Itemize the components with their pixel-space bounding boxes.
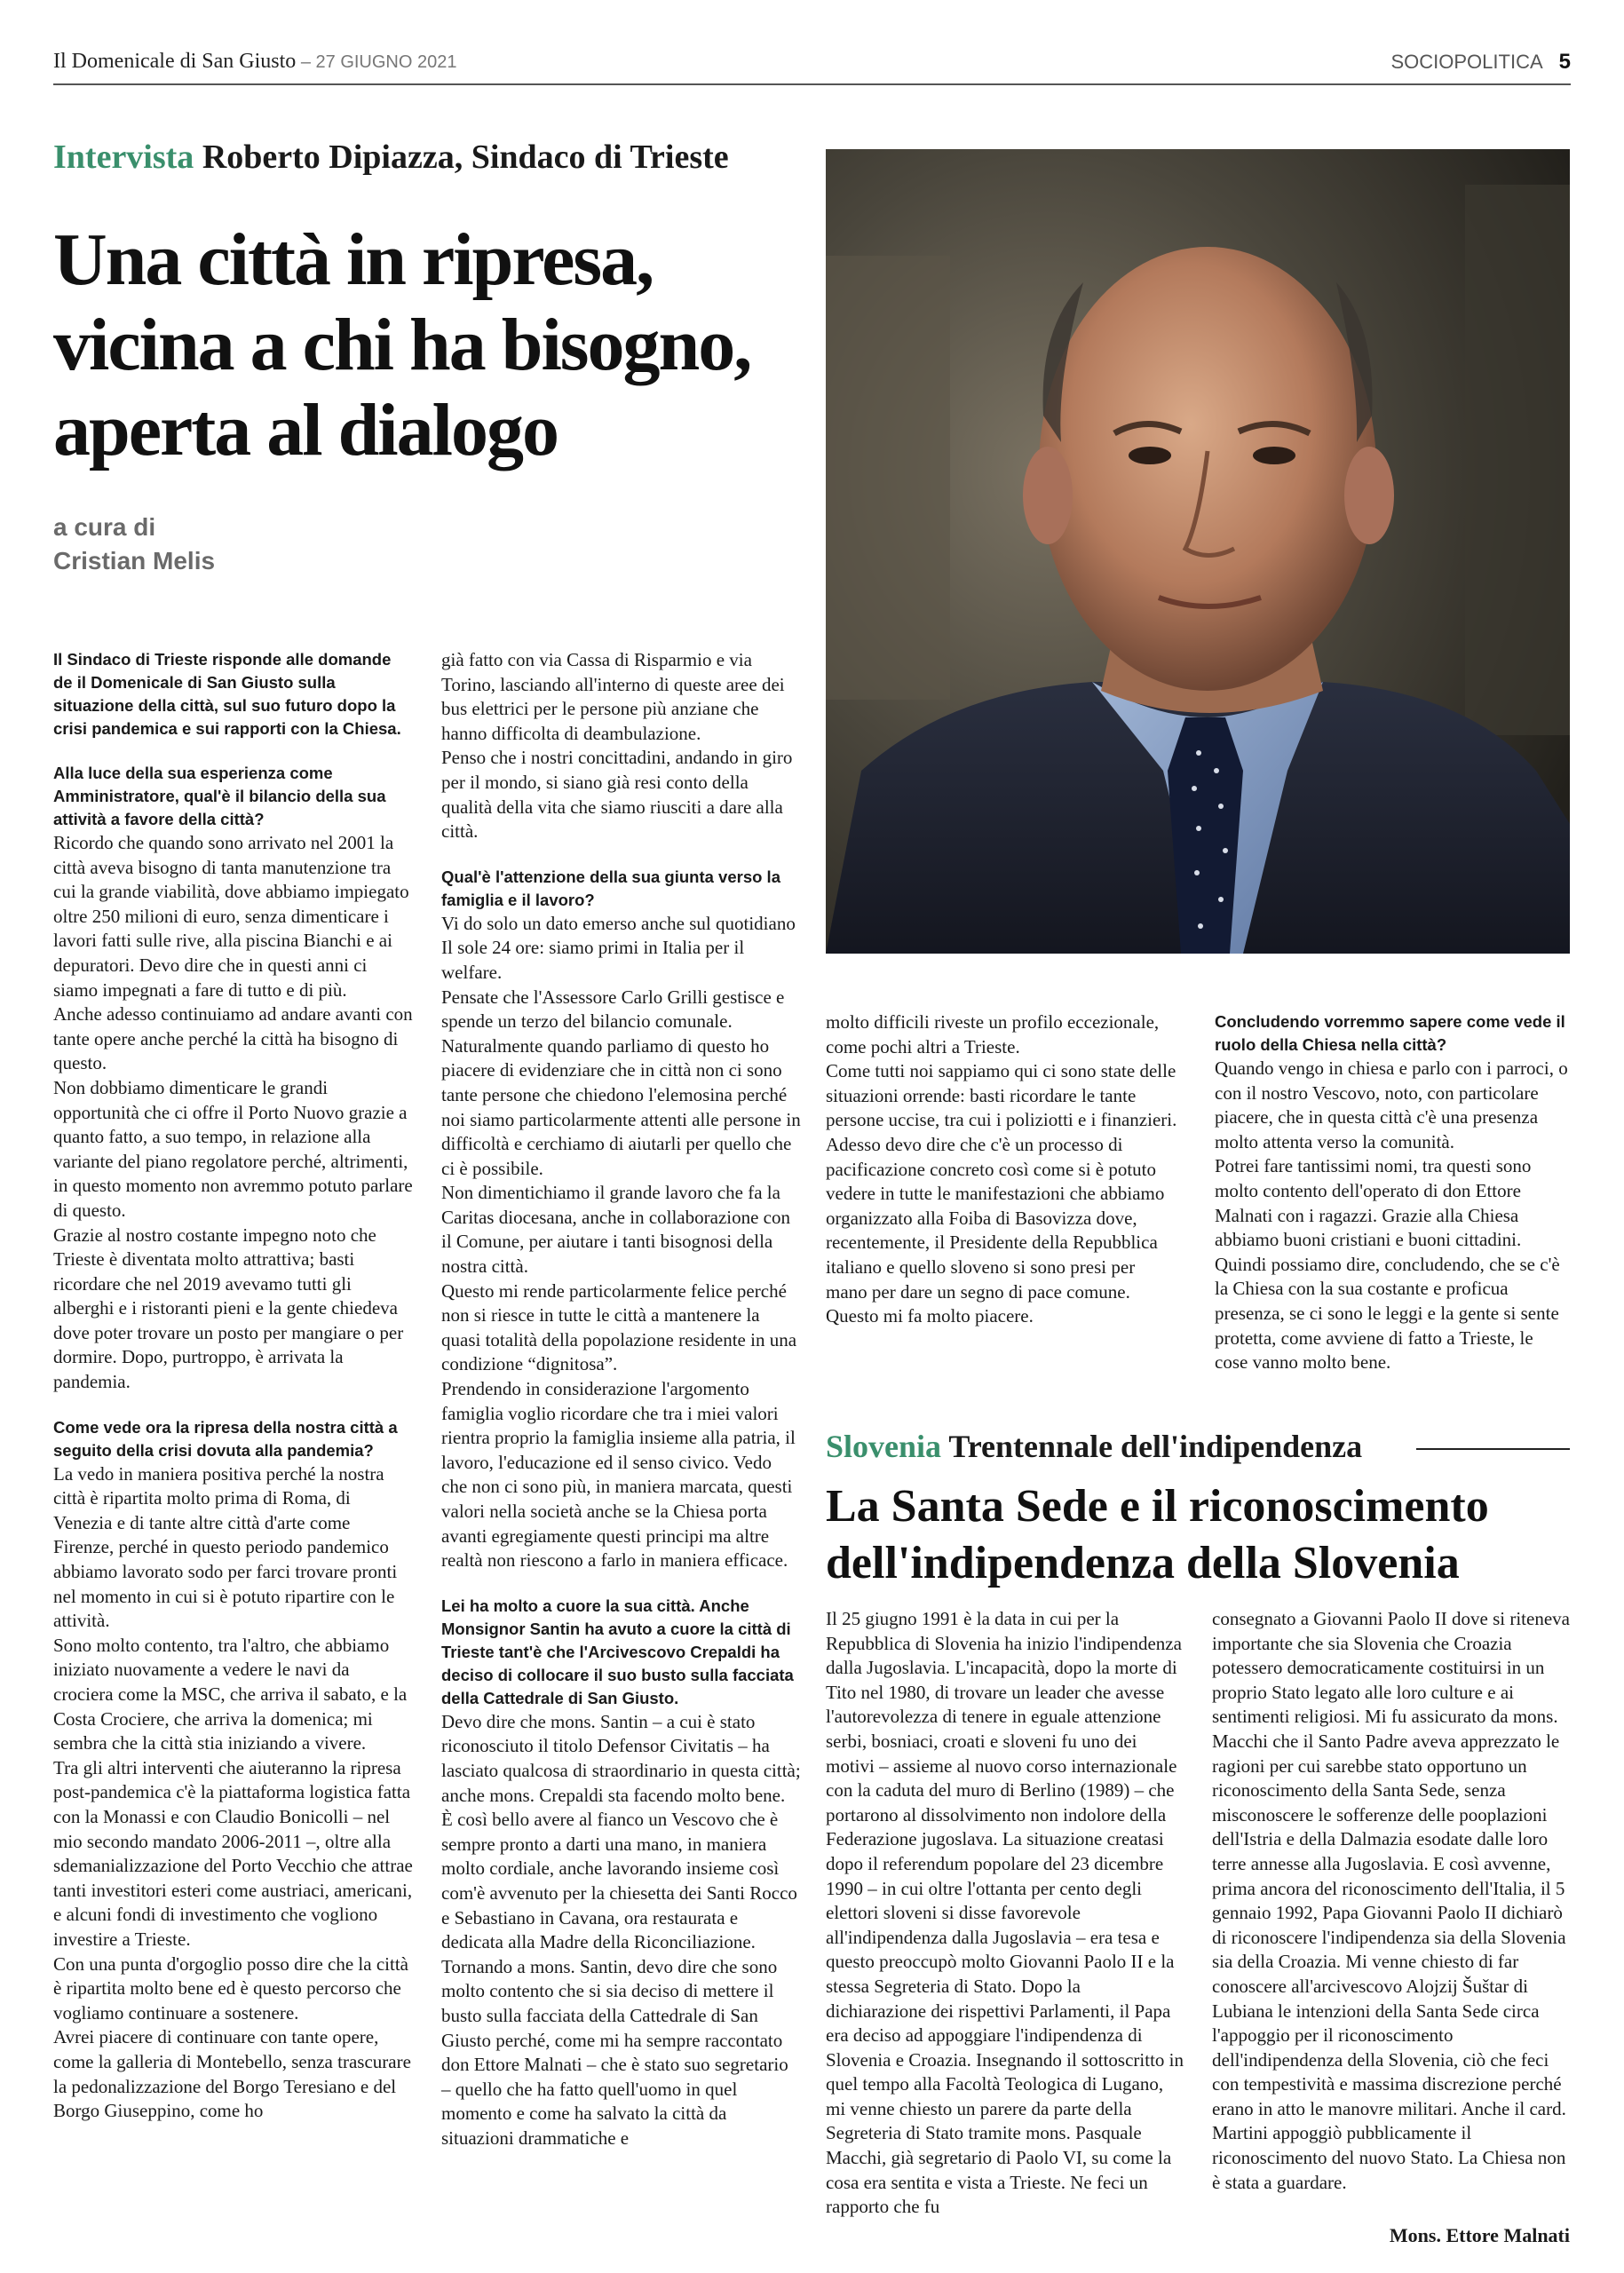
paragraph-gap [441, 1573, 801, 1595]
body-paragraph: Quando vengo in chiesa e parlo con i parroci, o con il nostro Vescovo, noto, con particolare piacere, che in questa città c'è una presenza molto attenta verso la comunità. [1215, 1057, 1568, 1152]
slovenia-kicker [826, 1428, 1362, 1465]
byline-prefix: a cura di [53, 513, 156, 541]
body-paragraph: Vi do solo un dato emerso anche sul quotidiano Il sole 24 ore: siamo primi in Italia per il welfare. [441, 912, 796, 983]
body-paragraph: Anche adesso continuiamo ad andare avanti con tante opere anche perché la città ha bisogno di questo. [53, 1003, 413, 1074]
author-signature: Mons. Ettore Malnati [1389, 2224, 1570, 2246]
body-paragraph: Avrei piacere di continuare con tante opere, come la galleria di Montebello, senza trascurare la pedonalizzazione del Borgo Teresiano e del Borgo Giuseppino, come ho [53, 2026, 411, 2122]
interview-column-4 [1215, 1010, 1570, 1375]
slovenia-headline [826, 1478, 1589, 1592]
body-paragraph: Devo dire che mons. Santin – a cui è stato riconosciuto il titolo Defensor Civitatis – ha lasciato qualcosa di straordinario in questa città; anche mons. Crepaldi sta facendo molto bene. [441, 1710, 801, 1806]
body-paragraph: Con una punta d'orgoglio posso dire che la città è ripartita molto bene ed è questo percorso che vogliamo continuare a sostenere. [53, 1952, 408, 2024]
body-paragraph: È così bello avere al fianco un Vescovo che è sempre pronto a darti una mano, in maniera molto cordiale, anche lavorando insieme così com'è avvenuto per la chiesetta dei Santi Rocco e Sebastiano in Cavana, ora restaurata e dedicata alla Madre della Riconciliazione. [441, 1809, 797, 1953]
interview-kicker [53, 138, 729, 177]
body-paragraph: Prendendo in considerazione l'argomento famiglia voglio ricordare che tra i miei valori rientra proprio la famiglia insieme alla patria, il lavoro, l'educazione ed il senso civico. Vedo che non ci sono più, in maniera marcata, questi valori nella società anche se la Chiesa porta avanti egregiamente questi principi ma altre realtà non riescono a farlo in maniera efficace. [441, 1378, 796, 1572]
body-paragraph: Penso che i nostri concittadini, andando in giro per il mondo, si siano già resi conto della qualità della vita che siamo riusciti a dare alla città. [441, 747, 793, 843]
page-header [53, 44, 1571, 85]
body-paragraph: Adesso devo dire che c'è un processo di pacificazione concreto così come si è potuto vedere in tutte le manifestazioni che abbiamo organizzato alla Foiba di Basovizza dove, recentemente, il Presidente della Repubblica italiano e quello sloveno si sono presi per mano per dare un segno di pace comune. [826, 1133, 1165, 1303]
kicker-tag: Slovenia [826, 1429, 942, 1464]
question-paragraph: Come vede ora la ripresa della nostra città a seguito della crisi dovuta alla pandemia? [53, 1417, 398, 1460]
headline-line: vicina a chi ha bisogno, [53, 304, 751, 386]
body-paragraph: Ricordo che quando sono arrivato nel 2001 la città aveva bisogno di tanta manutenzione tra cui la grande viabilità, dove abbiamo impiegato oltre 250 milioni di euro, senza dimenticare i lavori fatti sulle rive, alla piscina Bianchi e ai depuratori. Devo dire che in questi anni ci siamo impegnati a fare di tutto e di più. [53, 832, 409, 1001]
question-paragraph: Concludendo vorremmo sapere come vede il ruolo della Chiesa nella città? [1215, 1012, 1565, 1054]
body-paragraph: Grazie al nostro costante impegno noto che Trieste è diventata molto attrattiva; basti ricordare che nel 2019 avevamo tutti gli alberghi e i ristoranti pieni e la gente chiedeva dove poter trovare un posto per mangiare o per dormire. Dopo, purtroppo, è arrivata la pandemia. [53, 1224, 404, 1393]
paragraph-gap [53, 741, 413, 762]
body-paragraph: Quindi possiamo dire, concludendo, che se c'è la Chiesa con la sua costante e proficua presenza, se ci sono le leggi e la gente si sente protetta, come avviene di fatto a Trieste, le cose vanno molto bene. [1215, 1253, 1560, 1374]
body-paragraph: consegnato a Giovanni Paolo II dove si riteneva importante che sia Slovenia che Croazia potessero democraticamente costituirsi in un proprio Stato legato alle loro culture e ai sentimenti religiosi. Mi fu assicurato da mons. Macchi che il Santo Padre aveva apprezzato le ragioni per cui sarebbe stato opportuno un riconoscimento della Santa Sede, senza misconoscere le sofferenze delle pooplazioni dell'Istria e della Dalmazia esodate dalle loro terre annesse alla Jugoslavia. E così avvenne, prima ancora del riconoscimento dell'Italia, il 5 gennaio 1992, Papa Giovanni Paolo II dichiarò di riconoscere l'indipendenza sia della Slovenia sia della Croazia. Mi venne chiesto di far conoscere all'arcivescovo Alojzij Šuštar di Lubiana le intenzioni della Santa Sede circa l'appoggio per il riconoscimento dell'indipendenza della Slovenia, ciò che feci con tempestività e massima discrezione perché erano in atto le manovre militari. Anche il card. Martini appoggiò pubblicamente il riconoscimento del nuovo Stato. La Chiesa non è stata a guardare. [1212, 1608, 1570, 2193]
interview-column-1 [53, 648, 413, 2124]
headline-line: La Santa Sede e il riconoscimento [826, 1481, 1489, 1532]
portrait-illustration [826, 149, 1570, 954]
question-paragraph: Il Sindaco di Trieste risponde alle domande de il Domenicale di San Giusto sulla situazione della città, sul suo futuro dopo la crisi pandemica e sui rapporti con la Chiesa. [53, 650, 401, 738]
byline [53, 511, 215, 578]
body-paragraph: Tra gli altri interventi che aiuteranno la ripresa post-pandemica c'è la piattaforma logistica fatta con la Monassi e con Claudio Bonicolli – nel mio secondo mandato 2006-2011 –, oltre alla sdemanializzazione del Porto Vecchio che attrae tanti investitori esteri come austriaci, americani, e alcuni fondi di investimento che vogliono investire a Trieste. [53, 1756, 413, 1950]
portrait-photo [826, 149, 1570, 954]
body-paragraph: La vedo in maniera positiva perché la nostra città è ripartita molto prima di Roma, di Venezia e di tante altre città d'arte come Firenze, perché in questo periodo pandemico abbiamo lavorato sodo per farci trovare pronti nel momento in cui si è potuto ripartire con le attività. [53, 1462, 398, 1632]
section-name: SOCIOPOLITICA [1390, 51, 1543, 73]
kicker-tag: Intervista [53, 139, 194, 176]
publication-name: Il Domenicale di San Giusto [53, 50, 297, 73]
question-paragraph: Qual'è l'attenzione della sua giunta verso la famiglia e il lavoro? [441, 867, 780, 909]
byline-author: Cristian Melis [53, 547, 216, 574]
headline-line: Una città in ripresa, [53, 218, 654, 301]
body-paragraph: Pensate che l'Assessore Carlo Grilli gestisce e spende un terzo del bilancio comunale. [441, 986, 785, 1033]
body-paragraph: Sono molto contento, tra l'altro, che abbiamo iniziato nuovamente a vedere le navi da crociera come la MSC, che arriva il sabato, e la Costa Crociere, che arriva la domenica; mi sembra che la città stia iniziando a vivere. [53, 1634, 408, 1754]
page-number: 5 [1558, 50, 1571, 74]
body-paragraph: Il 25 giugno 1991 è la data in cui per la Repubblica di Slovenia ha inizio l'indipendenza dalla Jugoslavia. L'incapacità, dopo la morte di Tito nel 1980, di trovare un leader che avesse l'autorevolezza di tenere in eguale attenzione serbi, bosniaci, croati e sloveni fu uno dei motivi – assieme al nuovo corso internazionale con la caduta del muro di Berlino (1989) – che portarono al dissolvimento non indolore della Federazione jugoslava. La situazione creatasi dopo il referendum popolare del 23 dicembre 1990 – in cui oltre l'ottanta per cento degli elettori sloveni si disse favorevole all'indipendenza dalla Jugoslavia – era tesa e questo preoccupò molto Giovanni Paolo II e la stessa Segreteria di Stato. Dopo la dichiarazione dei rispettivi Parlamenti, il Papa era deciso ad appoggiare l'indipendenza di Slovenia e Croazia. Insegnando il sottoscritto in quel tempo alla Facoltà Teologica di Lugano, mi venne chiesto un parere da parte della Segreteria di Stato tramite mons. Pasquale Macchi, già segretario di Paolo VI, su come la cosa era sentita e vista a Trieste. Ne feci un rapporto che fu [826, 1608, 1184, 2218]
slovenia-column-2 [1212, 1607, 1570, 2195]
interview-column-2 [441, 648, 801, 2150]
body-paragraph: Tornando a mons. Santin, devo dire che sono molto contento che si sia deciso di mettere il busto sulla facciata della Cattedrale di San Giusto perché, come mi ha sempre raccontato don Ettore Malnati – che è stato suo segretario – quello che ha fatto quell'uomo in quel momento e come ha salvato la città da situazioni drammatiche e [441, 1955, 788, 2149]
body-paragraph: Come tutti noi sappiamo qui ci sono state delle situazioni orrende: basti ricordare le tante persone uccise, tra cui i poliziotti e i finanzieri. [826, 1060, 1177, 1131]
body-paragraph: Non dimentichiamo il grande lavoro che fa la Caritas diocesana, anche in collaborazione con il Comune, per aiutare i tanti bisognosi della nostra città. [441, 1182, 790, 1278]
question-paragraph: Alla luce della sua esperienza come Amministratore, qual'è il bilancio della sua attività a favore della città? [53, 764, 386, 828]
interview-column-3 [826, 1010, 1181, 1329]
paragraph-gap [441, 844, 801, 866]
headline-line: dell'indipendenza della Slovenia [826, 1538, 1460, 1588]
body-paragraph: molto difficili riveste un profilo eccezionale, come pochi altri a Trieste. [826, 1011, 1160, 1057]
kicker-subject: Roberto Dipiazza, Sindaco di Trieste [202, 139, 729, 176]
interview-headline [53, 218, 826, 473]
body-paragraph: Questo mi fa molto piacere. [826, 1305, 1034, 1327]
section-label [1390, 50, 1571, 75]
body-paragraph: Potrei fare tantissimi nomi, tra questi sono molto contento dell'operato di don Ettore Malnati con i ragazzi. Grazie alla Chiesa abbiamo buoni cristiani e buoni cittadini. [1215, 1155, 1532, 1251]
headline-line: aperta al dialogo [53, 389, 558, 471]
masthead [53, 50, 456, 74]
body-paragraph: già fatto con via Cassa di Risparmio e via Torino, lasciando all'interno di queste aree dei bus elettrici per le persone più anziane che hanno difficolta di deambulazione. [441, 649, 785, 744]
slovenia-column-1 [826, 1607, 1185, 2220]
kicker-divider [1416, 1448, 1570, 1450]
kicker-subject: Trentennale dell'indipendenza [948, 1429, 1363, 1464]
issue-date: – 27 GIUGNO 2021 [296, 52, 457, 72]
question-paragraph: Lei ha molto a cuore la sua città. Anche Monsignor Santin ha avuto a cuore la città di Trieste tant'è che l'Arcivescovo Crepaldi ha deciso di collocare il suo busto sulla facciata della Cattedrale di San Giusto. [441, 1596, 794, 1707]
body-paragraph: Non dobbiamo dimenticare le grandi opportunità che ci offre il Porto Nuovo grazie a quanto fatto, a suo tempo, in relazione alla variante del piano regolatore perché, altrimenti, in questo momento non avremmo potuto parlare di questo. [53, 1076, 413, 1221]
paragraph-gap [53, 1395, 413, 1416]
body-paragraph: Questo mi rende particolarmente felice perché non si riesce in tutte le città a mantenere la quasi totalità della popolazione residente in una condizione “dignitosa”. [441, 1279, 797, 1375]
body-paragraph: Naturalmente quando parliamo di questo ho piacere di evidenziare che in città non ci sono tante persone che chiedono l'elemosina perché noi siamo particolarmente attenti alle persone in difficoltà e cerchiamo di aiutarli per quello che ci è possibile. [441, 1034, 801, 1179]
